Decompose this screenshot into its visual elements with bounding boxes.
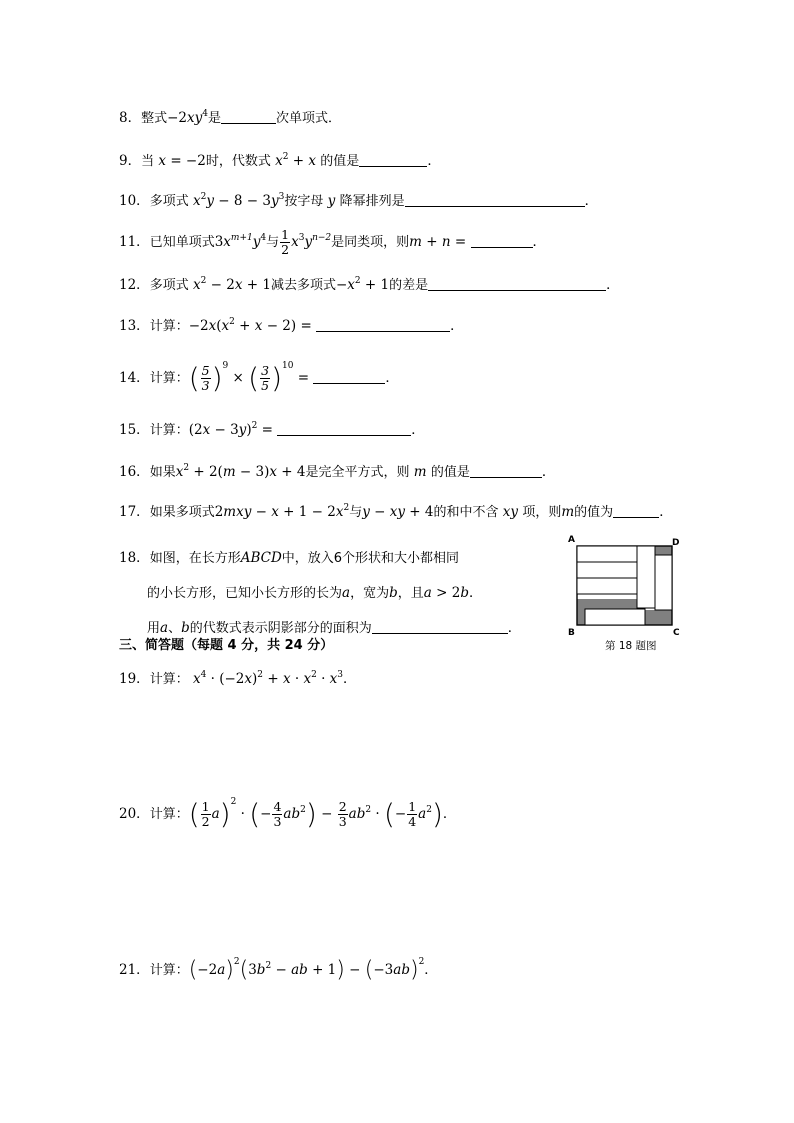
small-rectangle [637, 546, 655, 608]
question-11: 11．已知单项式$3x^{m+1}y^4$与 $\frac{1}{2}$ $x^3y^{n-2}$是同类项，则m + n = ． [119, 227, 546, 257]
math-expression: $x^2 + 2(m - 3)x + 4$ [175, 463, 306, 480]
small-rectangle [577, 546, 637, 562]
math-expression: $x^2y - 8 - 3y^3$ [188, 192, 285, 209]
math-expression: $x^2 + x$ [270, 152, 321, 169]
math-expression: $-2x(x^2 + x - 2)$ = [188, 317, 317, 334]
question-15: 15．计算：$(2x - 3y)^2$ = ． [119, 421, 425, 438]
shaded-region [655, 546, 672, 555]
question-8: 8．整式$-2xy^4$是 次单项式． [119, 109, 342, 126]
answer-blank[interactable] [313, 370, 385, 384]
section-heading: 三、简答题（每题 4 分，共 24 分） [119, 638, 334, 653]
label-D: D [672, 538, 680, 548]
label-B: B [568, 628, 575, 638]
question-21: 21．计算：$(-2a)^2(3b^2$ − ab + $1) - (-3ab)^2$． [119, 957, 438, 983]
answer-blank[interactable] [277, 422, 411, 436]
answer-blank[interactable] [372, 620, 508, 634]
math-expression: $x^4 \cdot (-2x)^2 + x \cdot x^2 \cdot x^3$ [188, 670, 344, 687]
math-expression: $3x^{m+1}y^4$ [214, 233, 267, 250]
question-number: 8． [119, 110, 142, 126]
label-C: C [673, 628, 680, 638]
answer-blank[interactable] [428, 277, 606, 291]
small-rectangle [577, 562, 637, 578]
rectangle-figure [565, 535, 690, 655]
small-rectangle [577, 578, 637, 594]
question-9: 9．当 x = −2时，代数式 $x^2 + x$ 的值是 ． [119, 152, 441, 169]
answer-blank[interactable] [405, 193, 585, 207]
answer-blank[interactable] [613, 504, 659, 518]
question-10: 10．多项式 $x^2y - 8 - 3y^3$按字母 y 降幂排列是 ． [119, 192, 599, 209]
question-14: 14．计算：( $\frac{5}{3}$ )$^9$ × ( $\frac{3}{5}$ )$^{10}$ = ． [119, 361, 399, 395]
answer-blank[interactable] [221, 110, 276, 124]
shaded-region [577, 599, 637, 609]
math-expression: $x^2 - 2x + 1$ [188, 276, 271, 293]
small-rectangle [585, 609, 645, 625]
math-expression: ( $\frac{1}{2}$ a)$^2$ · (− $\frac{4}{3}$ $ab^2$) − $\frac{2}{3}$ $ab^2$ · (− $\frac{1}{4}$ $a^2$) [188, 797, 443, 831]
question-13: 13．计算：$-2x(x^2 + x - 2)$ = ． [119, 317, 464, 334]
figure-caption: 第 18 题图 [605, 640, 657, 652]
answer-blank[interactable] [316, 318, 450, 332]
question-20: 20．计算：( $\frac{1}{2}$ a)$^2$ · (− $\frac{4}{3}$ $ab^2$) − $\frac{2}{3}$ $ab^2$ · (− $\frac{1}{4}$ $a^2$)． [119, 797, 457, 831]
math-expression: ( $\frac{5}{3}$ )$^9$ × ( $\frac{3}{5}$ )$^{10}$ = [188, 361, 314, 395]
question-19: 19．计算： $x^4 \cdot (-2x)^2 + x \cdot x^2 \cdot x^3$． [119, 670, 357, 687]
question-18: 18．如图，在长方形ABCD中，放入6个形状和大小都相同 的小长方形，已知小长方形的长为a，宽为b，且a > 2b． 用a、b的代数式表示阴影部分的面积为 ． [119, 550, 522, 636]
math-expression: $2mxy - x + 1 - 2x^2$ [214, 503, 350, 520]
answer-blank[interactable] [359, 153, 427, 167]
answer-blank[interactable] [471, 234, 533, 248]
shaded-region [645, 610, 672, 625]
math-expression: x = −2 [154, 153, 206, 169]
question-16: 16．如果$x^2 + 2(m - 3)x + 4$是完全平方式，则 m 的值是 ． [119, 463, 556, 480]
small-rectangle [655, 555, 672, 610]
fraction-half: $\frac{1}{2}$ [281, 227, 290, 257]
math-expression: $(-2a)^2(3b^2$ − ab + $1) - (-3ab)^2$ [188, 957, 425, 983]
math-expression: $-2xy^4$ [167, 109, 208, 126]
math-expression: $(2x - 3y)^2$ = [188, 421, 278, 438]
answer-blank[interactable] [470, 464, 542, 478]
label-A: A [568, 535, 575, 545]
question-12: 12．多项式 $x^2 - 2x + 1$减去多项式$-x^2 + 1$的差是 ． [119, 276, 620, 293]
question-17: 17．如果多项式$2mxy - x + 1 - 2x^2$与y − xy + 4的和中不含 xy 项，则m的值为 ． [119, 503, 673, 520]
